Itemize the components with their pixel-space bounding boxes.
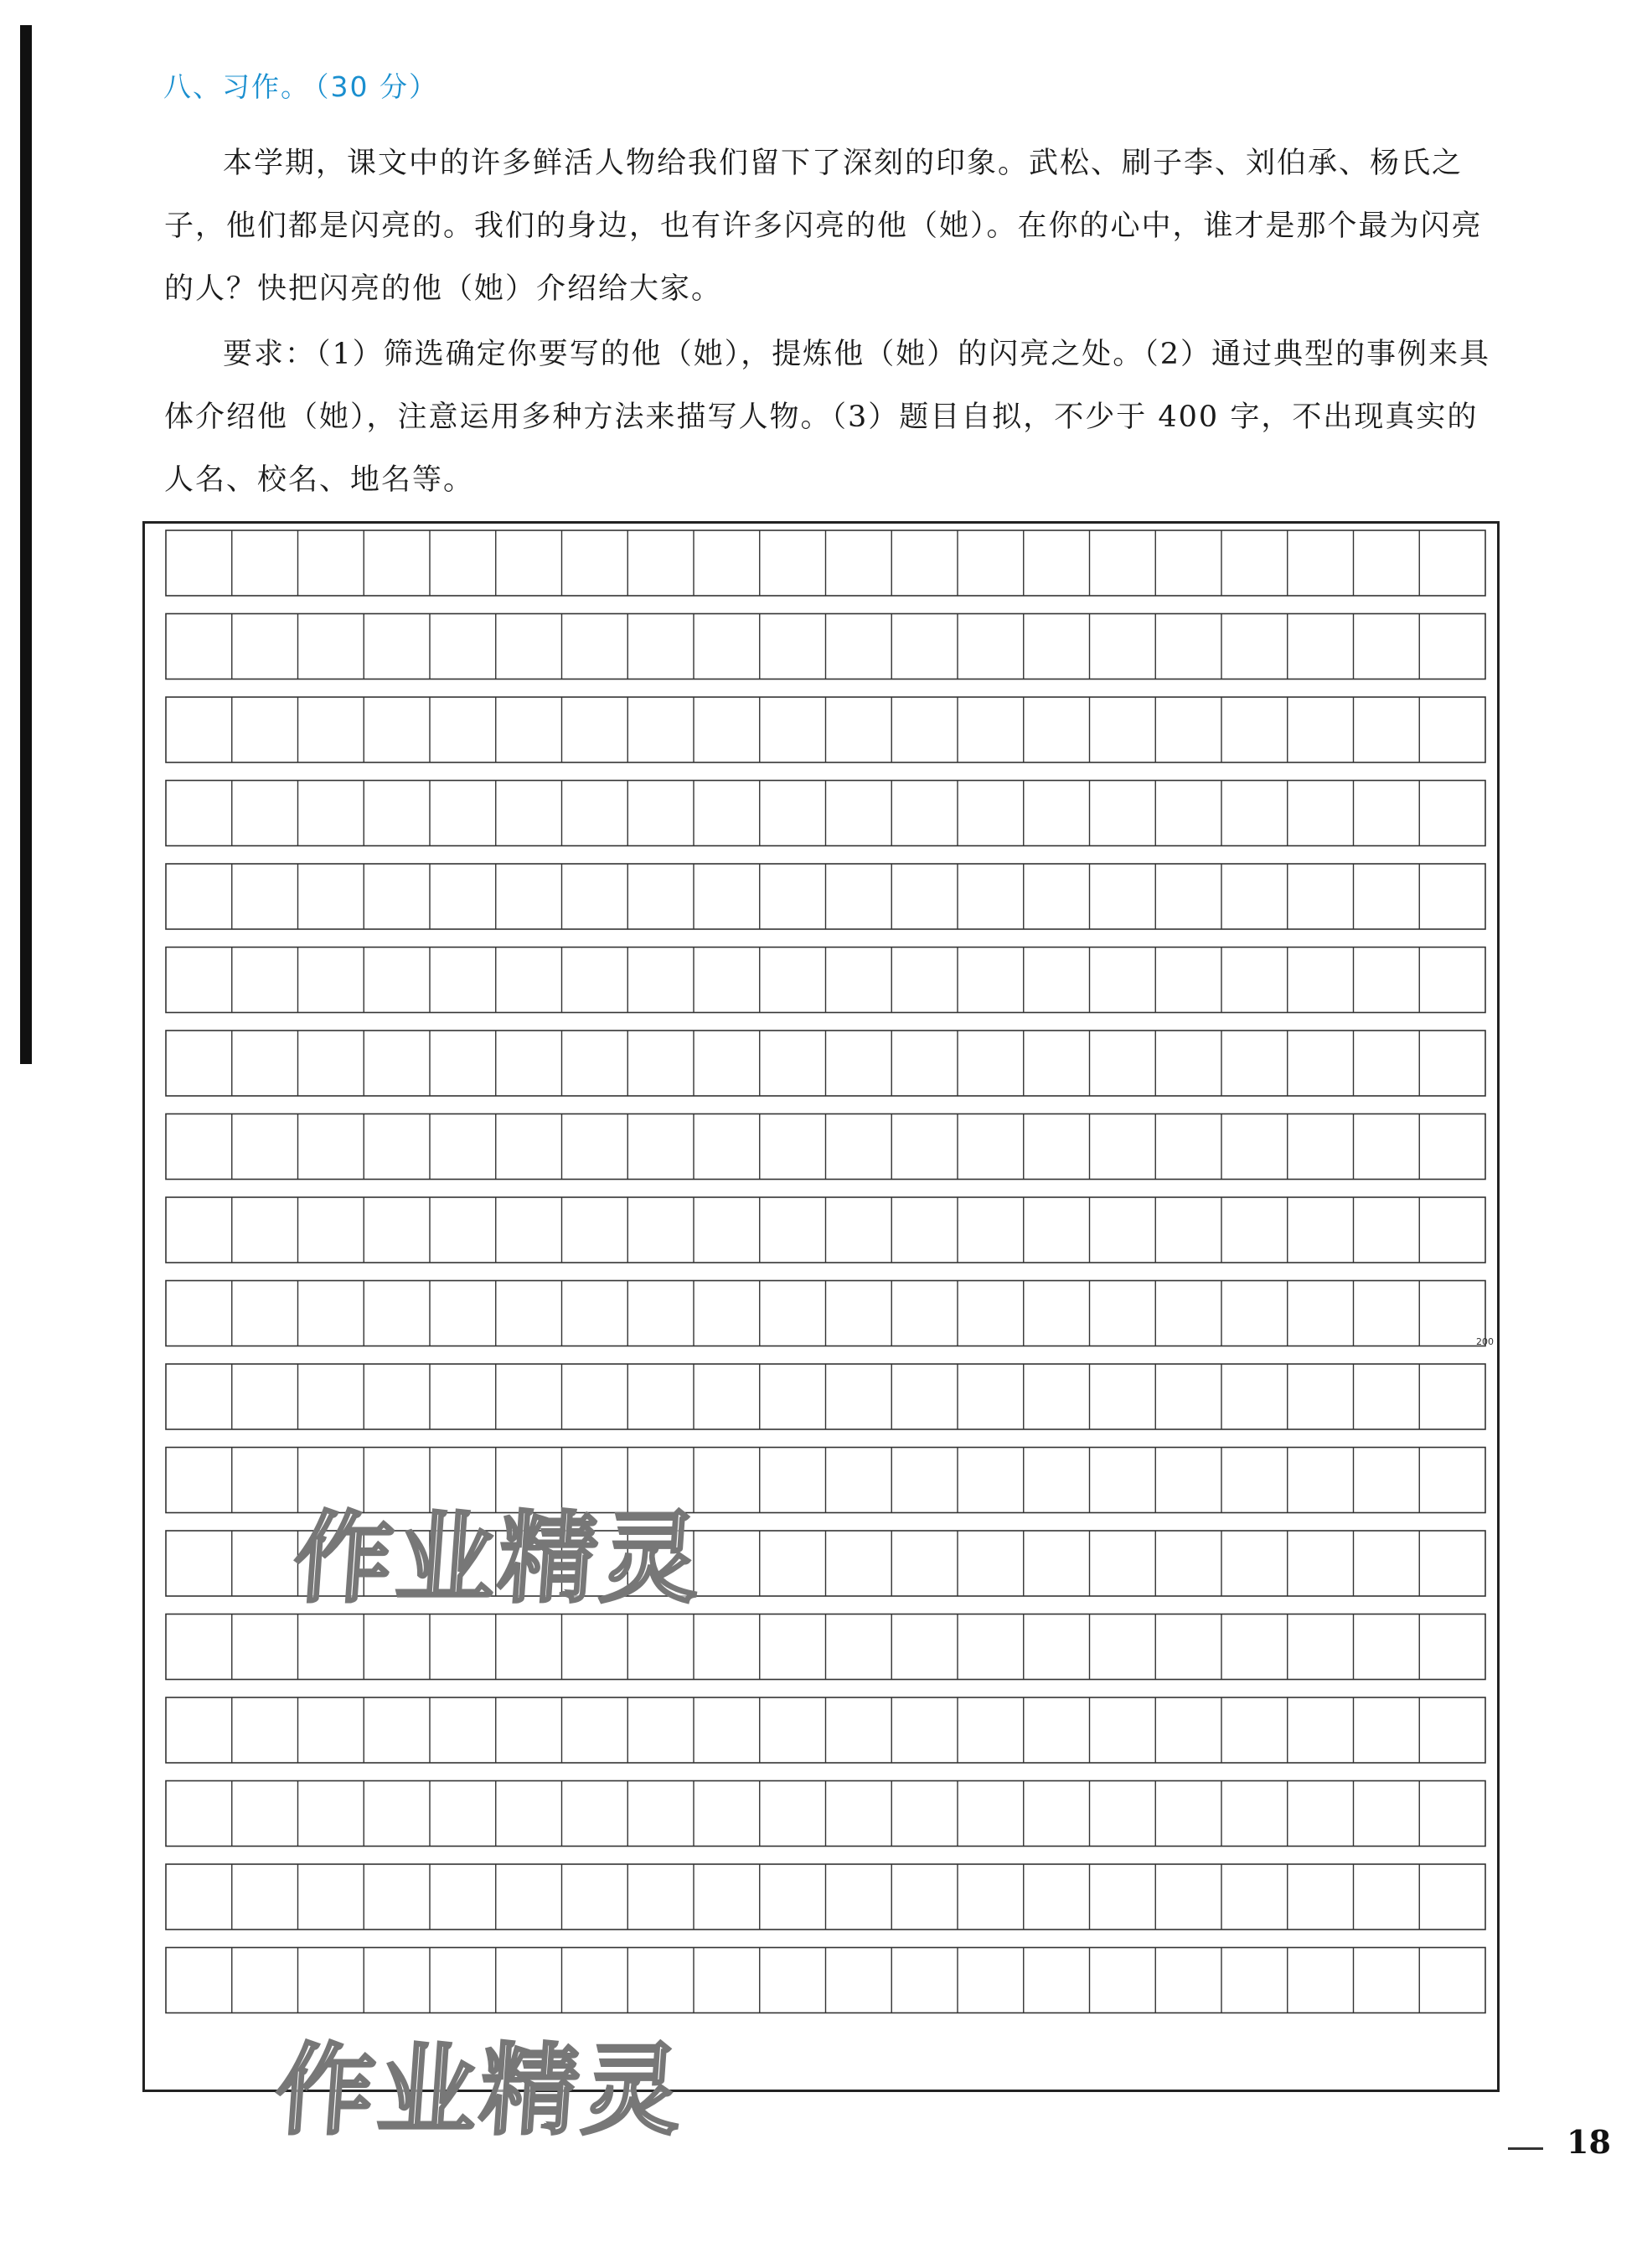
- binding-edge-bar: [20, 25, 32, 1064]
- grid-row[interactable]: [166, 1197, 1485, 1263]
- section-title: 八、习作。: [163, 70, 310, 103]
- grid-row[interactable]: [166, 1697, 1485, 1763]
- grid-row[interactable]: [166, 1864, 1485, 1930]
- footer-dash: [1508, 2147, 1543, 2150]
- section-heading: [163, 65, 438, 105]
- grid-row[interactable]: [166, 1364, 1485, 1429]
- page-number: 18: [1567, 2123, 1611, 2161]
- grid-row[interactable]: [166, 1114, 1485, 1180]
- prompt-paragraph: 本学期，课文中的许多鲜活人物给我们留下了深刻的印象。武松、刷子李、刘伯承、杨氏之子，他们都是闪亮的。我们的身边，也有许多闪亮的他（她）。在你的心中，谁才是那个最为闪亮的人？快把闪亮的他（她）介绍给大家。: [164, 147, 1483, 306]
- composition-grid[interactable]: [142, 521, 1500, 2092]
- watermark: 作业精灵: [290, 1501, 708, 1616]
- grid-row[interactable]: [166, 697, 1485, 762]
- grid-row[interactable]: [166, 614, 1485, 679]
- grid-row[interactable]: [166, 864, 1485, 929]
- watermark: 作业精灵: [271, 2033, 689, 2148]
- grid-row[interactable]: [166, 1781, 1485, 1847]
- requirements-paragraph: 要求：（1）筛选确定你要写的他（她），提炼他（她）的闪亮之处。（2）通过典型的事例来具体介绍他（她），注意运用多种方法来描写人物。（3）题目自拟，不少于 400 字，不出现真实的人名、校名、地名等。: [164, 338, 1491, 497]
- grid-row[interactable]: [166, 1031, 1485, 1096]
- grid-row[interactable]: [166, 530, 1485, 596]
- word-count-marker: 200: [1476, 1336, 1494, 1347]
- grid-row[interactable]: [166, 1948, 1485, 2013]
- composition-grid-lines: [145, 524, 1497, 2090]
- grid-row[interactable]: [166, 1281, 1485, 1346]
- grid-row[interactable]: [166, 1614, 1485, 1680]
- grid-row[interactable]: [166, 948, 1485, 1013]
- grid-row[interactable]: [166, 781, 1485, 846]
- section-score: （30 分）: [315, 70, 438, 103]
